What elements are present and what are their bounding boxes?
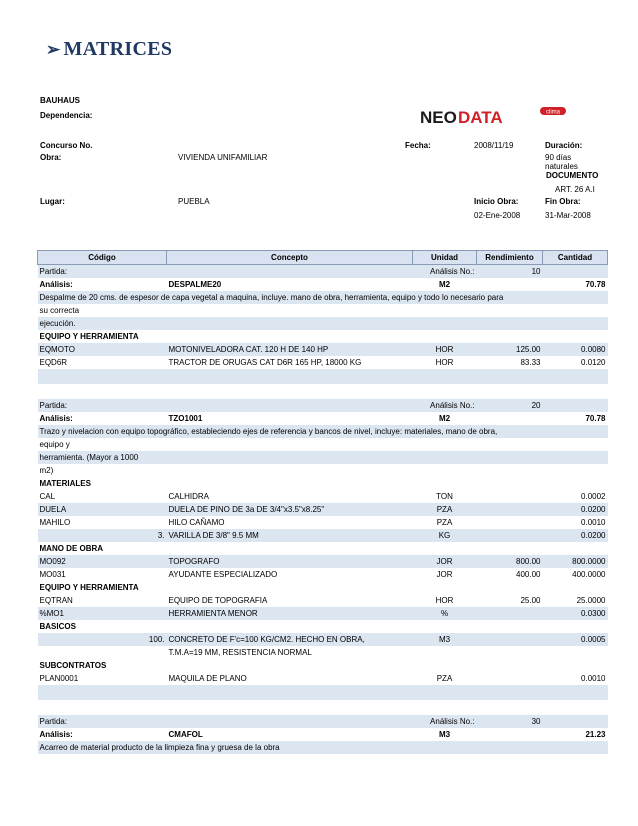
- description-text: su correcta: [38, 304, 543, 317]
- rendimiento-cell: [477, 516, 543, 529]
- blank-cell: [38, 685, 608, 700]
- cantidad-cell: [543, 646, 608, 659]
- table-body: [38, 265, 608, 754]
- description-row: [38, 425, 608, 438]
- unidad-cell: HOR: [413, 343, 477, 356]
- codigo-cell: [38, 646, 167, 659]
- rendimiento-cell: 800.00: [477, 555, 543, 568]
- table-row: [38, 490, 608, 503]
- analisis-label: Análisis:: [38, 278, 167, 291]
- partida-label: Partida:: [38, 265, 413, 278]
- rendimiento-cell: [477, 633, 543, 646]
- description-text: Acarreo de material producto de la limpieza fina y gruesa de la obra: [38, 741, 543, 754]
- description-row: [38, 451, 608, 464]
- rendimiento-cell: 25.00: [477, 594, 543, 607]
- unidad-cell: HOR: [413, 594, 477, 607]
- cantidad-cell: 0.0010: [543, 672, 608, 685]
- col-unidad: Unidad: [413, 251, 477, 265]
- section-row: [38, 659, 608, 672]
- codigo-cell: MO031: [38, 568, 167, 581]
- documento-label: DOCUMENTO: [546, 171, 599, 180]
- section-title: MANO DE OBRA: [38, 542, 608, 555]
- blank-row: [38, 384, 608, 399]
- rendimiento-cell: [477, 529, 543, 542]
- rendimiento-cell: [477, 503, 543, 516]
- table-row: [38, 343, 608, 356]
- cantidad-cell: 25.0000: [543, 594, 608, 607]
- page-heading: ➢ MATRICES: [46, 38, 173, 60]
- codigo-cell: 100.: [38, 633, 167, 646]
- fin-obra-value: 31-Mar-2008: [545, 211, 591, 220]
- cantidad-cell: 0.0005: [543, 633, 608, 646]
- fin-obra-label: Fin Obra:: [545, 197, 581, 206]
- analisis-cantidad: 70.78: [543, 278, 608, 291]
- empty-cell: [543, 425, 608, 438]
- description-text: ejecución.: [38, 317, 543, 330]
- empty-cell: [543, 451, 608, 464]
- neodata-logo: [420, 106, 570, 128]
- section-title: MATERIALES: [38, 477, 608, 490]
- table-row: [38, 607, 608, 620]
- cantidad-cell: 0.0080: [543, 343, 608, 356]
- logo-text-data: DATA: [458, 108, 503, 127]
- table-row: [38, 672, 608, 685]
- partida-row: [38, 399, 608, 412]
- codigo-cell: PLAN0001: [38, 672, 167, 685]
- concepto-cell: TOPOGRAFO: [167, 555, 413, 568]
- concepto-cell: CALHIDRA: [167, 490, 413, 503]
- col-codigo: Código: [38, 251, 167, 265]
- unidad-cell: JOR: [413, 555, 477, 568]
- analisis-no-value: 10: [477, 265, 543, 278]
- partida-label: Partida:: [38, 399, 413, 412]
- table-row: [38, 568, 608, 581]
- duracion-label: Duración:: [545, 141, 583, 150]
- concepto-cell: HILO CAÑAMO: [167, 516, 413, 529]
- partida-label: Partida:: [38, 715, 413, 728]
- codigo-cell: MAHILO: [38, 516, 167, 529]
- description-row: [38, 291, 608, 304]
- empty-cell: [477, 278, 543, 291]
- partida-row: [38, 265, 608, 278]
- table-row: [38, 529, 608, 542]
- blank-cell: [38, 384, 608, 399]
- empty-cell: [477, 728, 543, 741]
- analisis-label: Análisis:: [38, 728, 167, 741]
- unidad-cell: %: [413, 607, 477, 620]
- description-row: [38, 304, 608, 317]
- analisis-unidad: M2: [413, 412, 477, 425]
- col-rendimiento: Rendimiento: [477, 251, 543, 265]
- unidad-cell: KG: [413, 529, 477, 542]
- codigo-cell: CAL: [38, 490, 167, 503]
- unidad-cell: PZA: [413, 503, 477, 516]
- table-row: [38, 555, 608, 568]
- analisis-clave: CMAFOL: [167, 728, 413, 741]
- codigo-cell: %MO1: [38, 607, 167, 620]
- analisis-unidad: M3: [413, 728, 477, 741]
- table-row: [38, 516, 608, 529]
- unidad-cell: [413, 646, 477, 659]
- description-text: m2): [38, 464, 543, 477]
- section-title: EQUIPO Y HERRAMIENTA: [38, 581, 608, 594]
- description-text: herramienta. (Mayor a 1000: [38, 451, 543, 464]
- inicio-obra-label: Inicio Obra:: [474, 197, 519, 206]
- blank-cell: [38, 700, 608, 715]
- obra-label: Obra:: [40, 153, 62, 162]
- unidad-cell: PZA: [413, 516, 477, 529]
- blank-row: [38, 685, 608, 700]
- table-row: [38, 503, 608, 516]
- company-name: BAUHAUS: [40, 96, 80, 105]
- logo-tag-text: clima: [545, 109, 561, 116]
- logo-text-neo: NEO: [420, 108, 457, 127]
- cantidad-cell: 400.0000: [543, 568, 608, 581]
- cantidad-cell: 0.0010: [543, 516, 608, 529]
- concepto-cell: VARILLA DE 3/8" 9.5 MM: [167, 529, 413, 542]
- blank-row: [38, 700, 608, 715]
- empty-cell: [477, 412, 543, 425]
- cantidad-cell: 0.0120: [543, 356, 608, 369]
- unidad-cell: M3: [413, 633, 477, 646]
- concepto-cell: MOTONIVELADORA CAT. 120 H DE 140 HP: [167, 343, 413, 356]
- analisis-no-value: 20: [477, 399, 543, 412]
- empty-cell: [543, 464, 608, 477]
- section-row: [38, 581, 608, 594]
- obra-value: VIVIENDA UNIFAMILIAR: [178, 153, 268, 162]
- analisis-no-label: Análisis No.:: [413, 265, 477, 278]
- codigo-cell: 3.: [38, 529, 167, 542]
- blank-row: [38, 369, 608, 384]
- empty-cell: [543, 291, 608, 304]
- analisis-cantidad: 21.23: [543, 728, 608, 741]
- concepto-cell: CONCRETO DE F'c=100 KG/CM2. HECHO EN OBRA,: [167, 633, 413, 646]
- description-row: [38, 741, 608, 754]
- analisis-label: Análisis:: [38, 412, 167, 425]
- matrices-table: [37, 250, 608, 754]
- analisis-row: [38, 412, 608, 425]
- analisis-no-label: Análisis No.:: [413, 715, 477, 728]
- description-text: Trazo y nivelacion con equipo topográfico, estableciendo ejes de referencia y bancos de nivel, incluye: materiales, mano de obra,: [38, 425, 543, 438]
- description-text: equipo y: [38, 438, 543, 451]
- codigo-cell: DUELA: [38, 503, 167, 516]
- analisis-no-value: 30: [477, 715, 543, 728]
- table-row: [38, 594, 608, 607]
- empty-cell: [543, 438, 608, 451]
- codigo-cell: EQTRAN: [38, 594, 167, 607]
- arrow-bullet-icon: ➢: [46, 40, 61, 59]
- empty-cell: [543, 265, 608, 278]
- rendimiento-cell: [477, 607, 543, 620]
- table-row: [38, 356, 608, 369]
- description-row: [38, 464, 608, 477]
- analisis-unidad: M2: [413, 278, 477, 291]
- table-row: [38, 646, 608, 659]
- empty-cell: [543, 304, 608, 317]
- concepto-cell: TRACTOR DE ORUGAS CAT D6R 165 HP, 18000 KG: [167, 356, 413, 369]
- table-row: [38, 633, 608, 646]
- rendimiento-cell: [477, 490, 543, 503]
- section-row: [38, 542, 608, 555]
- rendimiento-cell: 400.00: [477, 568, 543, 581]
- blank-cell: [38, 369, 608, 384]
- codigo-cell: MO092: [38, 555, 167, 568]
- duracion-value-2: naturales: [545, 162, 578, 171]
- concepto-cell: MAQUILA DE PLANO: [167, 672, 413, 685]
- partida-row: [38, 715, 608, 728]
- cantidad-cell: 0.0002: [543, 490, 608, 503]
- table-header-row: [38, 251, 608, 265]
- description-text: Despalme de 20 cms. de espesor de capa vegetal a maquina, incluye. mano de obra, herramienta, equipo y todo lo necesario para: [38, 291, 543, 304]
- unidad-cell: HOR: [413, 356, 477, 369]
- rendimiento-cell: 125.00: [477, 343, 543, 356]
- analisis-row: [38, 278, 608, 291]
- art-label: ART. 26 A.I: [555, 185, 595, 194]
- empty-cell: [543, 715, 608, 728]
- concepto-cell: AYUDANTE ESPECIALIZADO: [167, 568, 413, 581]
- codigo-cell: EQD6R: [38, 356, 167, 369]
- concepto-cell: HERRAMIENTA MENOR: [167, 607, 413, 620]
- unidad-cell: TON: [413, 490, 477, 503]
- col-cantidad: Cantidad: [543, 251, 608, 265]
- empty-cell: [543, 741, 608, 754]
- cantidad-cell: 0.0300: [543, 607, 608, 620]
- unidad-cell: JOR: [413, 568, 477, 581]
- inicio-obra-value: 02-Ene-2008: [474, 211, 521, 220]
- fecha-label: Fecha:: [405, 141, 431, 150]
- rendimiento-cell: [477, 672, 543, 685]
- concepto-cell: EQUIPO DE TOPOGRAFIA: [167, 594, 413, 607]
- analisis-no-label: Análisis No.:: [413, 399, 477, 412]
- section-title: SUBCONTRATOS: [38, 659, 608, 672]
- empty-cell: [543, 399, 608, 412]
- section-title: EQUIPO Y HERRAMIENTA: [38, 330, 608, 343]
- analisis-cantidad: 70.78: [543, 412, 608, 425]
- analisis-clave: TZO1001: [167, 412, 413, 425]
- description-row: [38, 438, 608, 451]
- concepto-cell: T.M.A=19 MM, RESISTENCIA NORMAL: [167, 646, 413, 659]
- rendimiento-cell: 83.33: [477, 356, 543, 369]
- description-row: [38, 317, 608, 330]
- concurso-label: Concurso No.: [40, 141, 93, 150]
- col-concepto: Concepto: [167, 251, 413, 265]
- section-row: [38, 477, 608, 490]
- analisis-clave: DESPALME20: [167, 278, 413, 291]
- section-title: BASICOS: [38, 620, 608, 633]
- section-row: [38, 330, 608, 343]
- lugar-label: Lugar:: [40, 197, 65, 206]
- lugar-value: PUEBLA: [178, 197, 210, 206]
- section-row: [38, 620, 608, 633]
- analisis-row: [38, 728, 608, 741]
- fecha-value: 2008/11/19: [474, 141, 514, 150]
- cantidad-cell: 800.0000: [543, 555, 608, 568]
- unidad-cell: PZA: [413, 672, 477, 685]
- concepto-cell: DUELA DE PINO DE 3a DE 3/4"x3.5"x8.25": [167, 503, 413, 516]
- duracion-value-1: 90 días: [545, 153, 572, 162]
- rendimiento-cell: [477, 646, 543, 659]
- cantidad-cell: 0.0200: [543, 529, 608, 542]
- codigo-cell: EQMOTO: [38, 343, 167, 356]
- cantidad-cell: 0.0200: [543, 503, 608, 516]
- dependencia-label: Dependencia:: [40, 111, 93, 120]
- empty-cell: [543, 317, 608, 330]
